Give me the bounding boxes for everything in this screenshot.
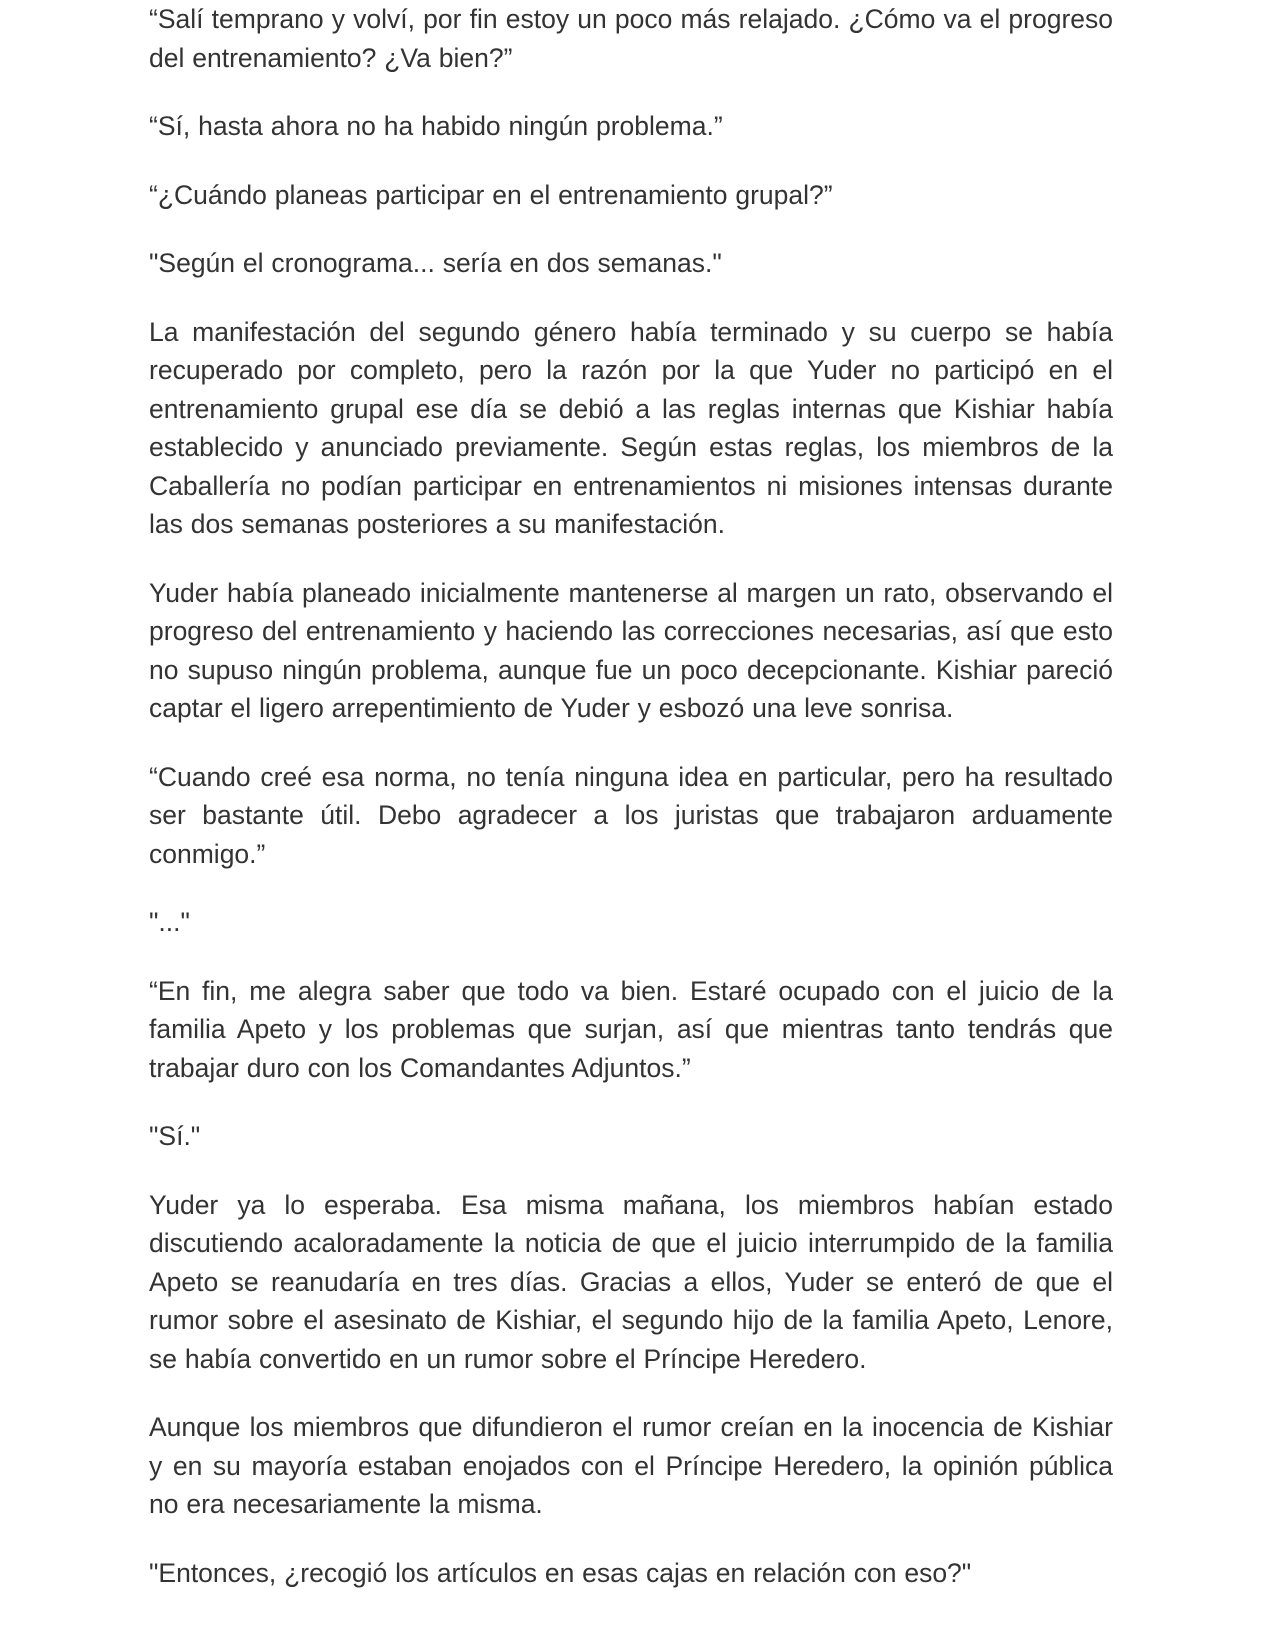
paragraph-11: Yuder ya lo esperaba. Esa misma mañana, los miembros habían estado discutiendo acaloradamente la noticia de que el juicio interrumpido de la familia Apeto se reanudaría en tres días. Gracias a ellos, Yuder se enteró de que el rumor sobre el asesinato de Kishiar, el segundo hijo de la familia Apeto, Lenore, se había convertido en un rumor sobre el Príncipe Heredero. (149, 1189, 1113, 1374)
paragraph-5: La manifestación del segundo género había terminado y su cuerpo se había recuperado por completo, pero la razón por la que Yuder no participó en el entrenamiento grupal ese día se debió a las reglas internas que Kishiar había establecido y anunciado previamente. Según estas reglas, los miembros de la Caballería no podían participar en entrenamientos ni misiones intensas durante las dos semanas posteriores a su manifestación. (149, 316, 1113, 539)
paragraph-3: “¿Cuándo planeas participar en el entrenamiento grupal?” (149, 179, 833, 210)
paragraph-9: “En fin, me alegra saber que todo va bien. Estaré ocupado con el juicio de la familia Apeto y los problemas que surjan, así que mientras tanto tendrás que trabajar duro con los Comandantes Adjuntos.” (149, 975, 1113, 1083)
paragraph-10: "Sí." (149, 1121, 201, 1151)
document-page (149, 0, 1113, 1622)
paragraph-13: "Entonces, ¿recogió los artículos en esas cajas en relación con eso?" (149, 1557, 972, 1588)
paragraph-4: "Según el cronograma... sería en dos semanas." (149, 248, 722, 278)
paragraph-7: “Cuando creé esa norma, no tenía ninguna idea en particular, pero ha resultado ser bastante útil. Debo agradecer a los juristas que trabajaron arduamente conmigo.” (149, 761, 1113, 869)
paragraph-12: Aunque los miembros que difundieron el rumor creían en la inocencia de Kishiar y en su mayoría estaban enojados con el Príncipe Heredero, la opinión pública no era necesariamente la misma. (149, 1412, 1113, 1519)
paragraph-6: Yuder había planeado inicialmente mantenerse al margen un rato, observando el progreso del entrenamiento y haciendo las correcciones necesarias, así que esto no supuso ningún problema, aunque fue un poco decepcionante. Kishiar pareció captar el ligero arrepentimiento de Yuder y esbozó una leve sonrisa. (149, 577, 1113, 723)
paragraph-1: “Salí temprano y volví, por fin estoy un poco más relajado. ¿Cómo va el progreso del entrenamiento? ¿Va bien?” (149, 4, 1113, 73)
paragraph-2: “Sí, hasta ahora no ha habido ningún problema.” (149, 111, 723, 141)
paragraph-8: "..." (149, 907, 190, 937)
